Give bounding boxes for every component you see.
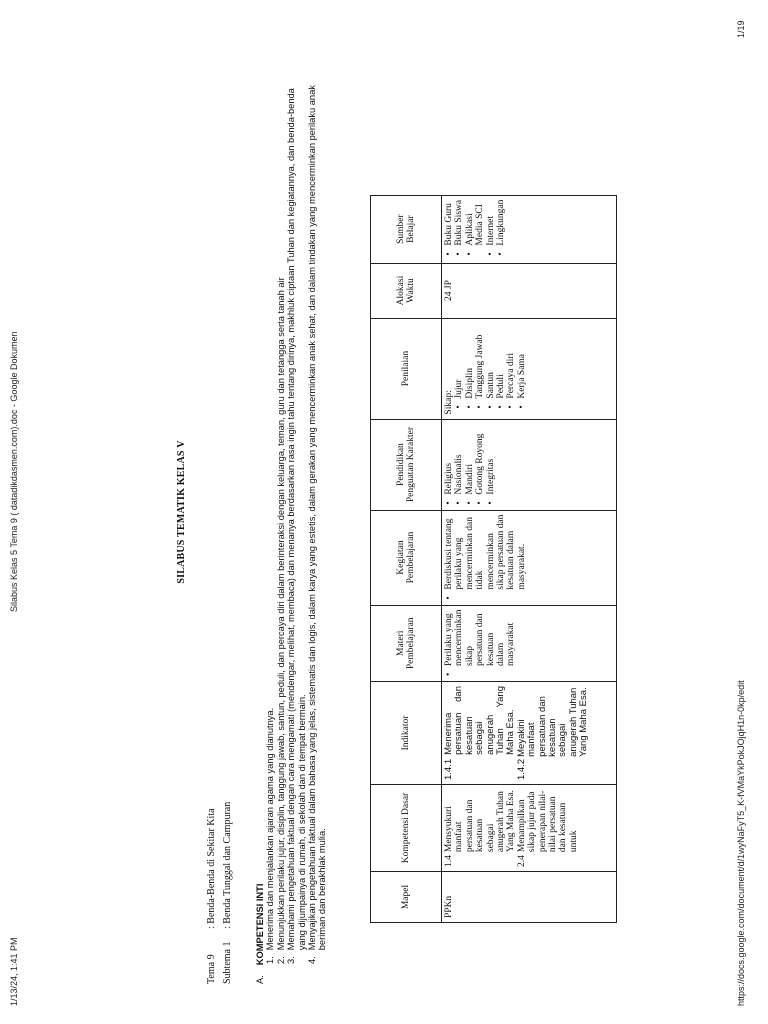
print-doc-title: Silabus Kelas 5 Tema 9 ( datadikdasmen.com).doc - Google Dokumen <box>9 331 19 612</box>
ki-item: 4. Menyajikan pengetahuan faktual dalam bahasa yang jelas, sistematis dan logis, dalam karya yang estetis, dalam gerakan yang mencerminkan anak sehat, dan dalam tindakan yang mencerminkan perilaku anak beriman dan berakhlak mulia. <box>307 85 328 964</box>
penilaian-item: • Percaya diri <box>506 323 516 399</box>
penilaian-item: • Tanggung Jawab <box>475 323 485 399</box>
kd-item: 2.4 Menampilkan sikap jujur pada penerapan nilai-nilai persatuan dan kesatuan untuk <box>516 790 579 867</box>
sumber-item: • Internet <box>486 200 496 246</box>
header-karakter: Pendidikan Penguatan Karakter <box>371 419 442 510</box>
header-penilaian: Penilaian <box>371 318 442 419</box>
penilaian-label: Sikap: <box>444 390 454 415</box>
indikator-item: 1.4.2 Meyakini manfaat persatuan dan kesatuan sebagai anugerah Tuhan Yang Maha Esa. <box>515 687 590 780</box>
header-kompetensi-dasar: Kompetensi Dasar <box>371 785 442 872</box>
print-datetime: 1/13/24, 1:41 PM <box>9 937 19 1006</box>
penilaian-item: • Santun <box>486 323 496 399</box>
document-title: SILABUS TEMATIK KELAS V <box>176 440 187 584</box>
print-url: https://docs.google.com/document/d/1wyNaFyT5_K-fVMaYkPokJOjqH1n-0kp/edit <box>736 680 746 1006</box>
header-sumber: Sumber Belajar <box>371 195 442 263</box>
kegiatan-item: • Berdiskusi tentang perilaku yang mencerminkan dan tidak mencerminkan sikap persatuan dan kesatuan dalam masyarakat. <box>444 515 527 590</box>
karakter-item: • Religius <box>444 424 454 495</box>
table-header-row <box>371 195 442 922</box>
subtema-value: : Benda Tunggal dan Campuran <box>222 801 233 929</box>
karakter-item: • Mandiri <box>465 424 475 495</box>
tema-value: : Benda-Benda di Sekitar Kita <box>206 808 217 929</box>
header-mapel: Mapel <box>371 872 442 923</box>
header-kegiatan: Kegiatan Pembelajaran <box>371 510 442 605</box>
cell-materi <box>442 605 617 681</box>
kd-item: 1.4 Mensyukuri manfaat persatuan dan kesatuan sebagai anugerah Tuhan Yang Maha Esa. <box>444 790 517 867</box>
cell-sumber <box>442 195 617 263</box>
sumber-item: • Aplikasi Media SCI <box>465 200 486 246</box>
karakter-item: • Nasionalis <box>454 424 464 495</box>
penilaian-item: • Disiplin <box>465 323 475 399</box>
penilaian-item: • Peduli <box>496 323 506 399</box>
karakter-item: • Gotong Royong <box>475 424 485 495</box>
ki-list <box>265 84 327 984</box>
cell-alokasi: 24 JP <box>442 263 617 318</box>
cell-indikator <box>442 682 617 785</box>
cell-kegiatan <box>442 510 617 605</box>
penilaian-item: • Kerja Sama <box>517 323 527 399</box>
ki-letter: A. <box>255 975 265 984</box>
sumber-item: • Lingkungan <box>496 200 506 246</box>
cell-mapel: PPKn <box>442 872 617 923</box>
header-materi: Materi Pembelajaran <box>371 605 442 681</box>
cell-kompetensi-dasar <box>442 785 617 872</box>
materi-item: • Perilaku yang mencerminkan sikap persatuan dan kesatuan dalam masyarakat <box>444 610 517 666</box>
tema-label: Tema 9 <box>206 954 217 984</box>
print-page-count: 1/19 <box>736 20 746 38</box>
indikator-item: 1.4.1 Menerima persatuan dan kesatuan sebagai anugerah Tuhan Yang Maha Esa. <box>443 686 517 780</box>
sumber-item: • Buku Guru <box>444 200 454 246</box>
cell-penilaian <box>442 318 617 419</box>
ki-item: 3. Memahami pengetahuan faktual dengan cara mengamati (mendengar, melihat, membaca) dan menanya berdasarkan rasa ingin tahu tentang dirinya, makhluk ciptaan Tuhan dan kegiatannya, dan benda-benda yang dijumpainya di rumah, di sekolah dan di tempat bermain. <box>286 88 307 964</box>
ki-item: 2. Menunjukkan perilaku jujur, disiplin, tanggung jawab, santun, peduli, dan percaya diri dalam berinteraksi dengan keluarga, teman, guru dan tetangga serta tanah air <box>275 277 286 964</box>
subtema-label: Subtema 1 <box>222 941 233 984</box>
kompetensi-inti-section <box>255 84 328 984</box>
sumber-item: • Buku Siswa <box>454 200 464 246</box>
ki-item: 1. Menerima dan menjalankan ajaran agama yang dianutnya. <box>265 707 276 964</box>
ki-heading: KOMPETENSI INTI <box>255 883 265 966</box>
syllabus-table <box>370 195 617 923</box>
penilaian-item: • Jujur <box>454 323 464 399</box>
header-indikator: Indikator <box>371 682 442 785</box>
karakter-item: • Integritas <box>486 424 496 495</box>
table-row <box>442 195 617 922</box>
cell-karakter <box>442 419 617 510</box>
header-alokasi: Alokasi Waktu <box>371 263 442 318</box>
